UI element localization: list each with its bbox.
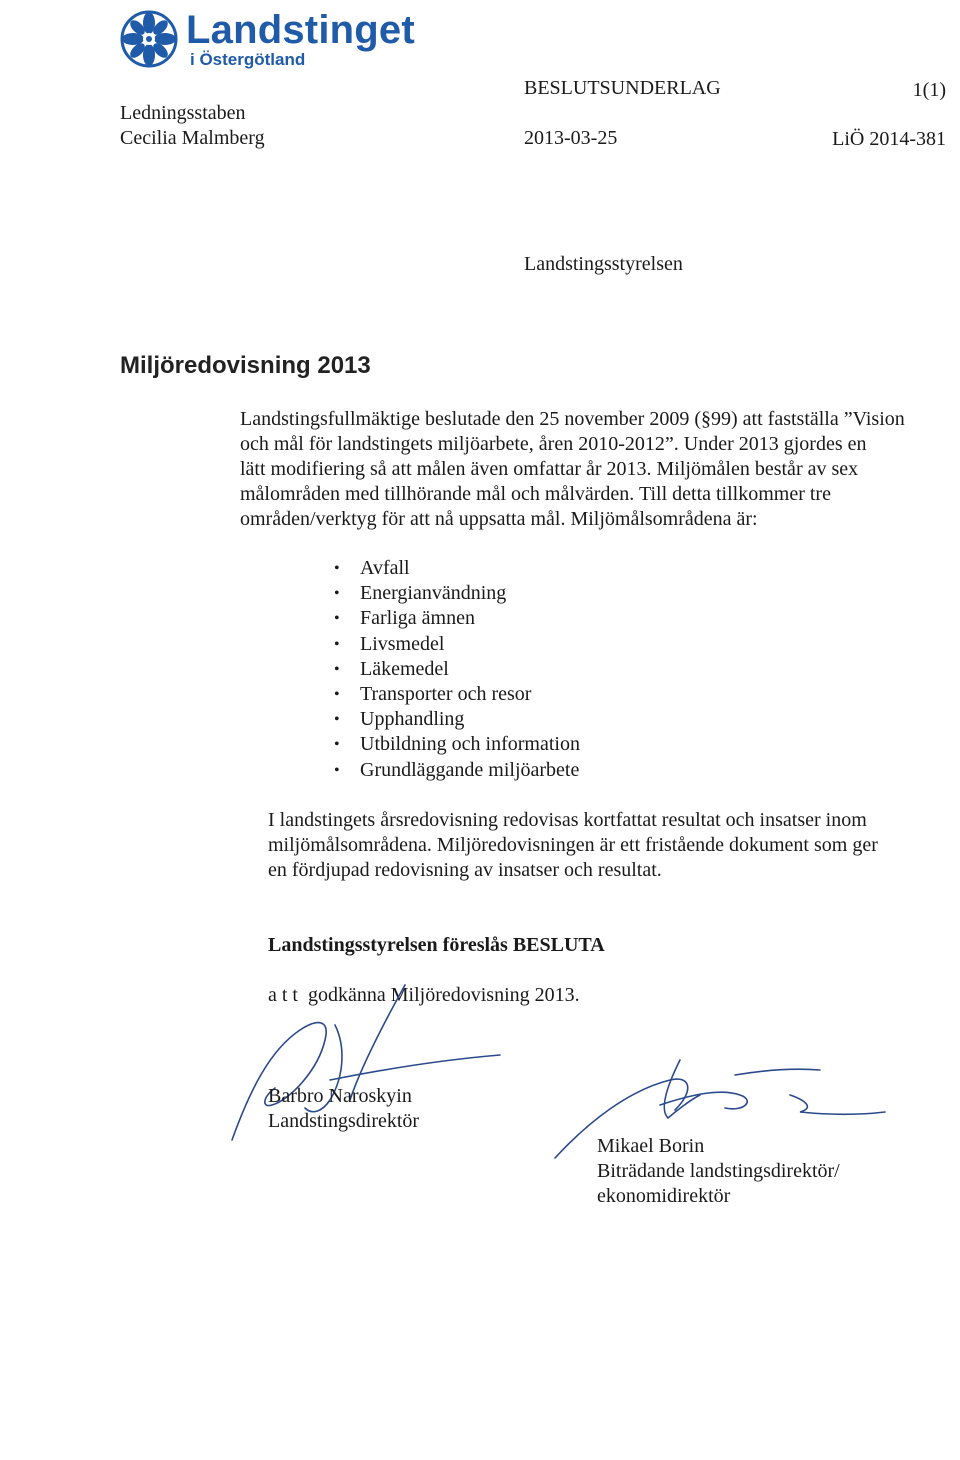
signer-1-name: Barbro Naroskyin xyxy=(268,1085,412,1107)
intro-line: Landstingsfullmäktige beslutade den 25 november 2009 (§99) att fastställa ”Vision xyxy=(240,408,905,430)
summary-line: en fördjupad redovisning av insatser och resultat. xyxy=(268,859,662,881)
recipient: Landstingsstyrelsen xyxy=(524,253,683,275)
summary-paragraph xyxy=(268,808,878,883)
signer-2-title: Biträdande landstingsdirektör/ xyxy=(597,1160,840,1182)
list-item: • Utbildning och information xyxy=(334,732,580,757)
intro-line: och mål för landstingets miljöarbete, åren 2010-2012”. Under 2013 gjordes en xyxy=(240,433,867,455)
department-name: Ledningsstaben xyxy=(120,102,246,124)
decision-heading: Landstingsstyrelsen föreslås BESLUTA xyxy=(268,934,605,956)
page-number: 1(1) xyxy=(912,79,946,101)
list-item: • Avfall xyxy=(334,556,580,581)
signer-2-title-continued: ekonomidirektör xyxy=(597,1185,731,1207)
intro-line: lätt modifiering så att målen även omfattar år 2013. Miljömålen består av sex xyxy=(240,458,859,480)
signature-2-stroke xyxy=(660,1092,747,1109)
snowflake-emblem-icon xyxy=(118,8,180,70)
reference-number: LiÖ 2014-381 xyxy=(832,128,946,150)
summary-line: miljömålsområdena. Miljöredovisningen är ett fristående dokument som ger xyxy=(268,834,878,856)
summary-line: I landstingets årsredovisning redovisas kortfattat resultat och insatser inom xyxy=(268,809,867,831)
list-item: • Transporter och resor xyxy=(334,682,580,707)
signature-2-stroke xyxy=(664,1060,700,1118)
list-item: • Livsmedel xyxy=(334,632,580,657)
signer-1-title: Landstingsdirektör xyxy=(268,1110,420,1132)
list-item: • Läkemedel xyxy=(334,657,580,682)
document-date: 2013-03-25 xyxy=(524,127,618,149)
intro-line: områden/verktyg för att nå uppsatta mål. Miljömålsområdena är: xyxy=(240,508,758,530)
goal-areas-list xyxy=(334,556,580,783)
decision-text: a t t godkänna Miljöredovisning 2013. xyxy=(268,984,580,1006)
list-item: • Farliga ämnen xyxy=(334,606,580,631)
signature-2-stroke xyxy=(790,1095,885,1114)
intro-line: målområden med tillhörande mål och målvärden. Till detta tillkommer tre xyxy=(240,483,831,505)
document-type: BESLUTSUNDERLAG xyxy=(524,77,721,99)
author-name: Cecilia Malmberg xyxy=(120,127,265,149)
list-item: • Energianvändning xyxy=(334,581,580,606)
logo-wordmark: Landstinget xyxy=(186,8,415,52)
intro-paragraph xyxy=(240,407,905,532)
list-item: • Grundläggande miljöarbete xyxy=(334,758,580,783)
signer-2-name: Mikael Borin xyxy=(597,1135,705,1157)
document-title: Miljöredovisning 2013 xyxy=(120,352,371,379)
signature-1-stroke xyxy=(330,1055,500,1080)
logo-subtitle: i Östergötland xyxy=(190,50,306,69)
signature-2-stroke xyxy=(735,1069,820,1075)
list-item: • Upphandling xyxy=(334,707,580,732)
